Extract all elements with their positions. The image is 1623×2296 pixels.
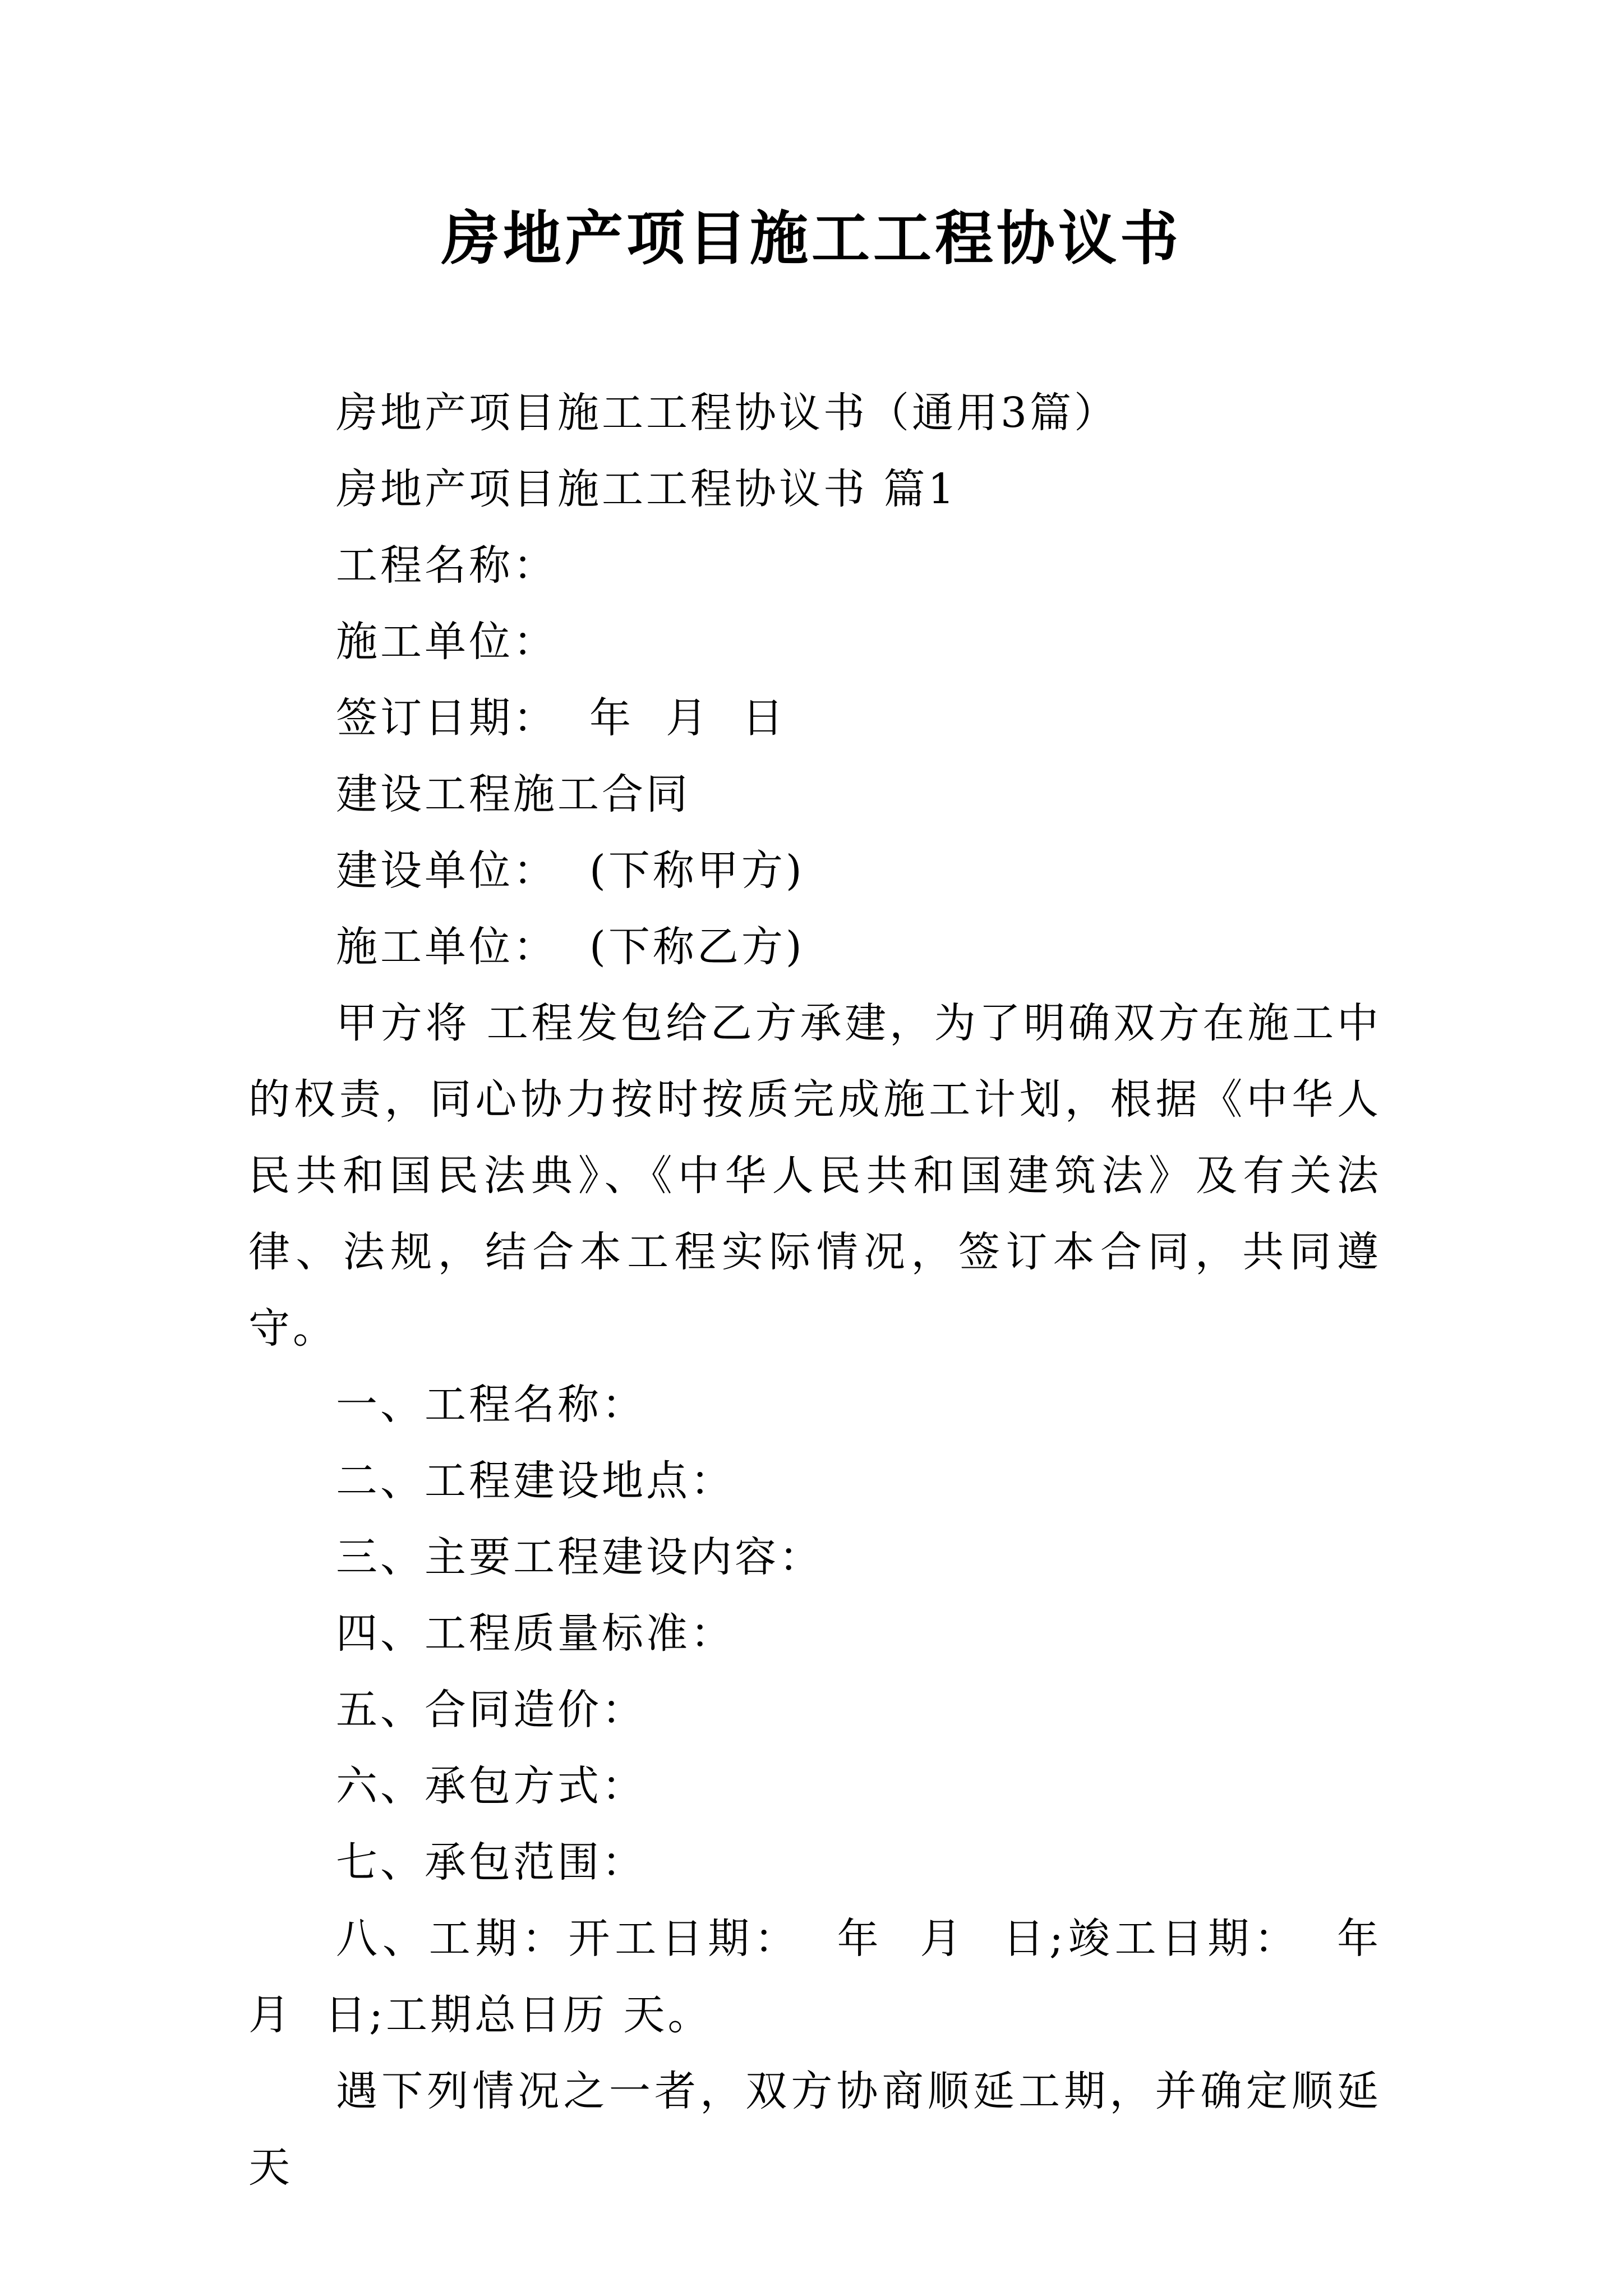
paragraph-preamble: 甲方将 工程发包给乙方承建，为了明确双方在施工中的权责，同心协力按时按质完成施工计划，根据《中华人民共和国民法典》、《中华人民共和国建筑法》及有关法律、法规，结合本工程实际情况，签订本合同，共同遵守。 — [248, 999, 1381, 1352]
paragraph-party-a: 建设单位： (下称甲方) — [336, 846, 805, 895]
paragraph-construction-unit: 施工单位： — [336, 618, 557, 666]
paragraph-contract-title: 建设工程施工合同 — [336, 770, 690, 818]
paragraph-clause-2: 二、工程建设地点： — [336, 1457, 735, 1505]
paragraph-subtitle: 房地产项目施工工程协议书（通用3篇） — [336, 389, 1119, 437]
paragraph-section-heading: 房地产项目施工工程协议书 篇1 — [336, 465, 957, 513]
paragraph-clause-4: 四、工程质量标准： — [336, 1609, 735, 1658]
paragraph-clause-6: 六、承包方式： — [336, 1762, 646, 1810]
paragraph-signing-date: 签订日期： 年 月 日 — [336, 694, 787, 742]
paragraph-party-b: 施工单位： (下称乙方) — [336, 923, 805, 971]
paragraph-clause-5: 五、合同造价： — [336, 1686, 646, 1734]
paragraph-project-name: 工程名称： — [336, 541, 557, 590]
document-body — [248, 375, 1414, 2206]
paragraph-extension: 遇下列情况之一者，双方协商顺延工期，并确定顺延天 — [248, 2067, 1381, 2192]
paragraph-clause-1: 一、工程名称： — [336, 1381, 646, 1429]
paragraph-clause-7: 七、承包范围： — [336, 1838, 646, 1887]
document-title: 房地产项目施工工程协议书 — [441, 204, 1182, 273]
paragraph-clause-3: 三、主要工程建设内容： — [336, 1533, 823, 1581]
paragraph-clause-8: 八、工期：开工日期： 年 月 日;竣工日期： 年 月 日;工期总日历 天。 — [248, 1915, 1414, 2039]
